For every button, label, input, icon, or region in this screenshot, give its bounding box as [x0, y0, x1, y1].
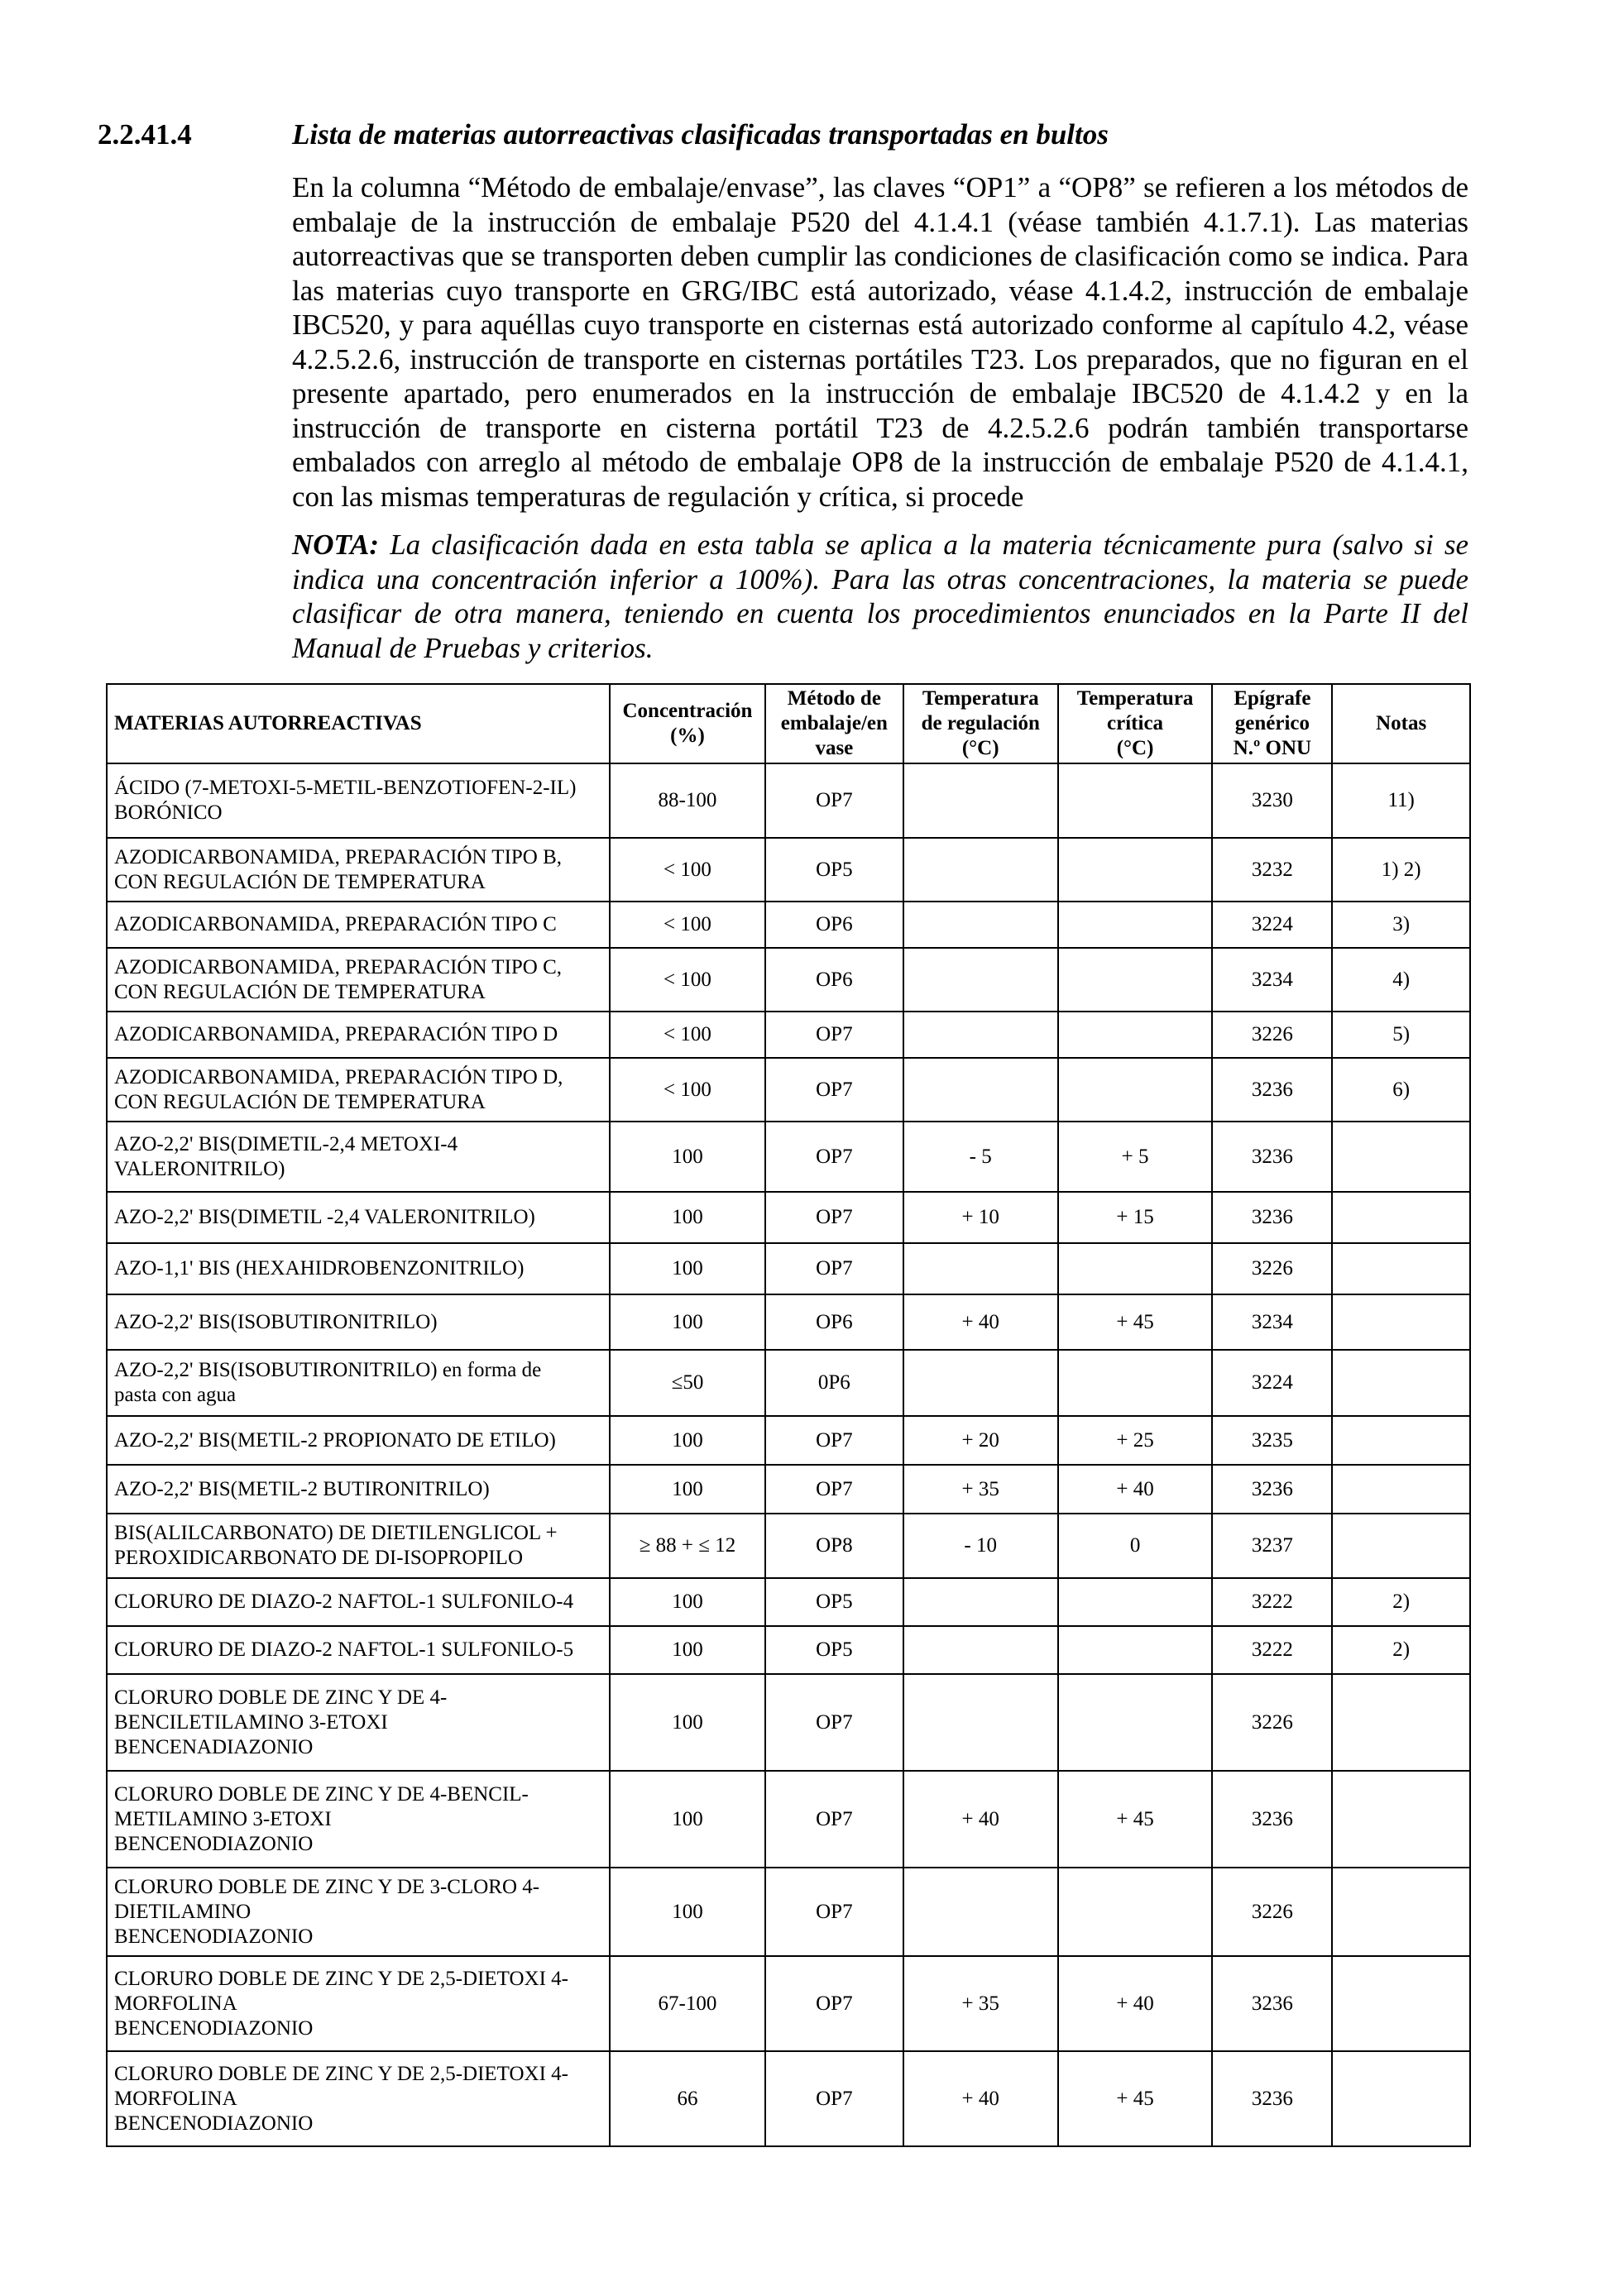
cell-emergency-temperature [1058, 948, 1213, 1012]
cell-un-entry: 3236 [1212, 1122, 1332, 1192]
cell-substance: AZODICARBONAMIDA, PREPARACIÓN TIPO C [107, 902, 610, 948]
cell-emergency-temperature [1058, 1868, 1213, 1956]
note-paragraph [292, 528, 1468, 665]
note-text: La clasificación dada en esta tabla se aplica a la materia técnicamente pura (salvo si se indica una concentración inferior a 100%). Para las otras concentraciones, la materia se puede clasificar de otra manera, teniendo en cuenta los procedimientos enunciados en la Parte II del Manual de Pruebas y criterios. [292, 529, 1469, 664]
cell-substance: AZO-2,2' BIS(DIMETIL-2,4 METOXI-4 VALERONITRILO) [107, 1122, 610, 1192]
cell-un-entry: 3234 [1212, 1294, 1332, 1350]
cell-un-entry: 3236 [1212, 1956, 1332, 2051]
cell-substance: ÁCIDO (7-METOXI-5-METIL-BENZOTIOFEN-2-IL) BORÓNICO [107, 763, 610, 838]
cell-concentration: 100 [610, 1294, 765, 1350]
cell-substance: CLORURO DE DIAZO-2 NAFTOL-1 SULFONILO-5 [107, 1626, 610, 1674]
cell-concentration: < 100 [610, 838, 765, 902]
cell-concentration: < 100 [610, 948, 765, 1012]
section-number: 2.2.41.4 [98, 118, 192, 151]
cell-un-entry: 3226 [1212, 1868, 1332, 1956]
table-row [107, 1192, 1470, 1243]
cell-control-temperature: + 35 [903, 1465, 1058, 1514]
cell-un-entry: 3236 [1212, 1192, 1332, 1243]
table-row [107, 2051, 1470, 2146]
table-row [107, 1012, 1470, 1058]
cell-concentration: 100 [610, 1465, 765, 1514]
cell-packing-method: OP7 [765, 2051, 903, 2146]
cell-notes [1332, 1350, 1470, 1416]
cell-packing-method: OP7 [765, 1058, 903, 1122]
cell-concentration: 100 [610, 1578, 765, 1626]
cell-concentration: < 100 [610, 1058, 765, 1122]
cell-emergency-temperature [1058, 1058, 1213, 1122]
cell-un-entry: 3234 [1212, 948, 1332, 1012]
cell-packing-method: OP7 [765, 1674, 903, 1771]
cell-control-temperature [903, 1350, 1058, 1416]
cell-packing-method: OP7 [765, 1465, 903, 1514]
cell-un-entry: 3222 [1212, 1626, 1332, 1674]
cell-emergency-temperature: + 45 [1058, 1771, 1213, 1868]
cell-concentration: 100 [610, 1674, 765, 1771]
cell-substance: CLORURO DOBLE DE ZINC Y DE 2,5-DIETOXI 4- MORFOLINA BENCENODIAZONIO [107, 1956, 610, 2051]
table-row [107, 1674, 1470, 1771]
cell-un-entry: 3222 [1212, 1578, 1332, 1626]
cell-packing-method: OP7 [765, 1122, 903, 1192]
cell-concentration: < 100 [610, 1012, 765, 1058]
cell-concentration: 100 [610, 1416, 765, 1465]
cell-substance: AZO-2,2' BIS(METIL-2 BUTIRONITRILO) [107, 1465, 610, 1514]
cell-un-entry: 3236 [1212, 1771, 1332, 1868]
cell-substance: CLORURO DOBLE DE ZINC Y DE 3-CLORO 4- DIETILAMINO BENCENODIAZONIO [107, 1868, 610, 1956]
cell-substance: AZO-2,2' BIS(ISOBUTIRONITRILO) [107, 1294, 610, 1350]
cell-concentration: 100 [610, 1243, 765, 1294]
cell-notes: 3) [1332, 902, 1470, 948]
cell-emergency-temperature: + 5 [1058, 1122, 1213, 1192]
cell-concentration: 100 [610, 1122, 765, 1192]
note-colon: : [369, 529, 380, 561]
cell-notes: 2) [1332, 1578, 1470, 1626]
table-row [107, 1350, 1470, 1416]
cell-control-temperature: + 10 [903, 1192, 1058, 1243]
cell-packing-method: OP7 [765, 1416, 903, 1465]
cell-substance: AZODICARBONAMIDA, PREPARACIÓN TIPO D, CON REGULACIÓN DE TEMPERATURA [107, 1058, 610, 1122]
cell-packing-method: OP7 [765, 763, 903, 838]
cell-substance: AZO-1,1' BIS (HEXAHIDROBENZONITRILO) [107, 1243, 610, 1294]
header-concentration: Concentración (%) [610, 684, 765, 763]
cell-notes [1332, 2051, 1470, 2146]
table-row [107, 763, 1470, 838]
cell-un-entry: 3226 [1212, 1674, 1332, 1771]
cell-emergency-temperature [1058, 1012, 1213, 1058]
cell-un-entry: 3235 [1212, 1416, 1332, 1465]
cell-un-entry: 3236 [1212, 2051, 1332, 2146]
header-un-entry: Epígrafe genérico N.º ONU [1212, 684, 1332, 763]
cell-concentration: 67-100 [610, 1956, 765, 2051]
cell-concentration: 100 [610, 1868, 765, 1956]
cell-substance: AZODICARBONAMIDA, PREPARACIÓN TIPO B, CON REGULACIÓN DE TEMPERATURA [107, 838, 610, 902]
cell-un-entry: 3232 [1212, 838, 1332, 902]
cell-substance: AZODICARBONAMIDA, PREPARACIÓN TIPO D [107, 1012, 610, 1058]
cell-notes [1332, 1674, 1470, 1771]
cell-un-entry: 3230 [1212, 763, 1332, 838]
cell-substance: AZO-2,2' BIS(ISOBUTIRONITRILO) en forma de pasta con agua [107, 1350, 610, 1416]
cell-packing-method: OP7 [765, 1956, 903, 2051]
cell-emergency-temperature [1058, 902, 1213, 948]
cell-substance: AZO-2,2' BIS(DIMETIL -2,4 VALERONITRILO) [107, 1192, 610, 1243]
table-row [107, 1578, 1470, 1626]
cell-control-temperature [903, 763, 1058, 838]
cell-concentration: 100 [610, 1626, 765, 1674]
cell-notes: 6) [1332, 1058, 1470, 1122]
cell-concentration: ≤50 [610, 1350, 765, 1416]
cell-emergency-temperature: + 40 [1058, 1465, 1213, 1514]
substances-table [106, 683, 1471, 2147]
cell-notes [1332, 1294, 1470, 1350]
cell-substance: BIS(ALILCARBONATO) DE DIETILENGLICOL + PEROXIDICARBONATO DE DI-ISOPROPILO [107, 1514, 610, 1578]
cell-control-temperature [903, 1626, 1058, 1674]
cell-substance: CLORURO DOBLE DE ZINC Y DE 4- BENCILETILAMINO 3-ETOXI BENCENADIAZONIO [107, 1674, 610, 1771]
cell-emergency-temperature [1058, 1626, 1213, 1674]
cell-emergency-temperature: + 15 [1058, 1192, 1213, 1243]
cell-control-temperature: - 5 [903, 1122, 1058, 1192]
cell-concentration: 88-100 [610, 763, 765, 838]
cell-packing-method: OP6 [765, 1294, 903, 1350]
cell-un-entry: 3236 [1212, 1465, 1332, 1514]
cell-control-temperature [903, 948, 1058, 1012]
cell-notes [1332, 1956, 1470, 2051]
cell-notes [1332, 1416, 1470, 1465]
table-row [107, 1626, 1470, 1674]
table-row [107, 1122, 1470, 1192]
table-row [107, 1058, 1470, 1122]
cell-substance: AZODICARBONAMIDA, PREPARACIÓN TIPO C, CON REGULACIÓN DE TEMPERATURA [107, 948, 610, 1012]
header-control-temperature: Temperatura de regulación (°C) [903, 684, 1058, 763]
cell-control-temperature [903, 1012, 1058, 1058]
cell-packing-method: OP7 [765, 1868, 903, 1956]
cell-packing-method: OP7 [765, 1243, 903, 1294]
cell-control-temperature [903, 1868, 1058, 1956]
cell-substance: CLORURO DOBLE DE ZINC Y DE 2,5-DIETOXI 4- MORFOLINA BENCENODIAZONIO [107, 2051, 610, 2146]
cell-control-temperature: + 40 [903, 2051, 1058, 2146]
cell-notes [1332, 1514, 1470, 1578]
cell-packing-method: OP5 [765, 1626, 903, 1674]
cell-emergency-temperature: + 45 [1058, 1294, 1213, 1350]
cell-emergency-temperature [1058, 1243, 1213, 1294]
cell-notes: 1) 2) [1332, 838, 1470, 902]
cell-notes [1332, 1192, 1470, 1243]
cell-notes: 11) [1332, 763, 1470, 838]
table-body [107, 763, 1470, 2146]
table-row [107, 948, 1470, 1012]
cell-emergency-temperature [1058, 1578, 1213, 1626]
table-row [107, 902, 1470, 948]
table-row [107, 1465, 1470, 1514]
cell-un-entry: 3236 [1212, 1058, 1332, 1122]
header-notes: Notas [1332, 684, 1470, 763]
table-row [107, 1294, 1470, 1350]
cell-substance: AZO-2,2' BIS(METIL-2 PROPIONATO DE ETILO) [107, 1416, 610, 1465]
cell-concentration: ≥ 88 + ≤ 12 [610, 1514, 765, 1578]
cell-un-entry: 3224 [1212, 1350, 1332, 1416]
cell-un-entry: 3226 [1212, 1012, 1332, 1058]
table-row [107, 838, 1470, 902]
cell-notes: 4) [1332, 948, 1470, 1012]
cell-un-entry: 3226 [1212, 1243, 1332, 1294]
cell-notes: 5) [1332, 1012, 1470, 1058]
cell-control-temperature [903, 1243, 1058, 1294]
cell-substance: CLORURO DE DIAZO-2 NAFTOL-1 SULFONILO-4 [107, 1578, 610, 1626]
cell-packing-method: OP6 [765, 948, 903, 1012]
cell-emergency-temperature [1058, 1674, 1213, 1771]
cell-emergency-temperature [1058, 763, 1213, 838]
cell-emergency-temperature [1058, 838, 1213, 902]
cell-packing-method: OP6 [765, 902, 903, 948]
cell-notes [1332, 1243, 1470, 1294]
cell-substance: CLORURO DOBLE DE ZINC Y DE 4-BENCIL- METILAMINO 3-ETOXI BENCENODIAZONIO [107, 1771, 610, 1868]
cell-notes [1332, 1465, 1470, 1514]
cell-packing-method: OP7 [765, 1012, 903, 1058]
cell-notes: 2) [1332, 1626, 1470, 1674]
note-label: NOTA [292, 529, 370, 561]
section-title: Lista de materias autorreactivas clasificadas transportadas en bultos [292, 118, 1109, 151]
cell-concentration: 100 [610, 1192, 765, 1243]
cell-packing-method: OP8 [765, 1514, 903, 1578]
cell-emergency-temperature: + 40 [1058, 1956, 1213, 2051]
cell-emergency-temperature: 0 [1058, 1514, 1213, 1578]
table-row [107, 1243, 1470, 1294]
intro-paragraph: En la columna “Método de embalaje/envase”, las claves “OP1” a “OP8” se refieren a los métodos de embalaje de la instrucción de embalaje P520 del 4.1.4.1 (véase también 4.1.7.1). Las materias autorreactivas que se transporten deben cumplir las condiciones de clasificación como se indica. Para las materias cuyo transporte en GRG/IBC está autorizado, véase 4.1.4.2, instrucción de embalaje IBC520, y para aquéllas cuyo transporte en cisternas está autorizado conforme al capítulo 4.2, véase 4.2.5.2.6, instrucción de transporte en cisternas portátiles T23. Los preparados, que no figuran en el presente apartado, pero enumerados en la instrucción de embalaje IBC520 de 4.1.4.2 y en la instrucción de transporte en cisterna portátil T23 de 4.2.5.2.6 podrán también transportarse embalados con arreglo al método de embalaje OP8 de la instrucción de embalaje P520 de 4.1.4.1, con las mismas temperaturas de regulación y crítica, si procede [292, 171, 1468, 513]
table-row [107, 1416, 1470, 1465]
cell-un-entry: 3237 [1212, 1514, 1332, 1578]
cell-concentration: < 100 [610, 902, 765, 948]
table-row [107, 1956, 1470, 2051]
cell-control-temperature: - 10 [903, 1514, 1058, 1578]
cell-control-temperature: + 40 [903, 1294, 1058, 1350]
cell-emergency-temperature [1058, 1350, 1213, 1416]
cell-packing-method: OP5 [765, 1578, 903, 1626]
cell-control-temperature: + 20 [903, 1416, 1058, 1465]
cell-control-temperature [903, 902, 1058, 948]
cell-packing-method: OP5 [765, 838, 903, 902]
table-row [107, 1868, 1470, 1956]
cell-packing-method: OP7 [765, 1192, 903, 1243]
cell-notes [1332, 1868, 1470, 1956]
header-packing-method: Método de embalaje/en vase [765, 684, 903, 763]
cell-control-temperature: + 40 [903, 1771, 1058, 1868]
cell-concentration: 100 [610, 1771, 765, 1868]
table-header-row [107, 684, 1470, 763]
table-row [107, 1514, 1470, 1578]
cell-packing-method: OP7 [765, 1771, 903, 1868]
header-emergency-temperature: Temperatura crítica (°C) [1058, 684, 1213, 763]
cell-notes [1332, 1122, 1470, 1192]
cell-control-temperature: + 35 [903, 1956, 1058, 2051]
cell-control-temperature [903, 1058, 1058, 1122]
cell-concentration: 66 [610, 2051, 765, 2146]
cell-control-temperature [903, 1578, 1058, 1626]
cell-un-entry: 3224 [1212, 902, 1332, 948]
cell-notes [1332, 1771, 1470, 1868]
cell-emergency-temperature: + 45 [1058, 2051, 1213, 2146]
cell-control-temperature [903, 838, 1058, 902]
cell-packing-method: 0P6 [765, 1350, 903, 1416]
cell-control-temperature [903, 1674, 1058, 1771]
table-row [107, 1771, 1470, 1868]
header-substance: MATERIAS AUTORREACTIVAS [107, 684, 610, 763]
cell-emergency-temperature: + 25 [1058, 1416, 1213, 1465]
